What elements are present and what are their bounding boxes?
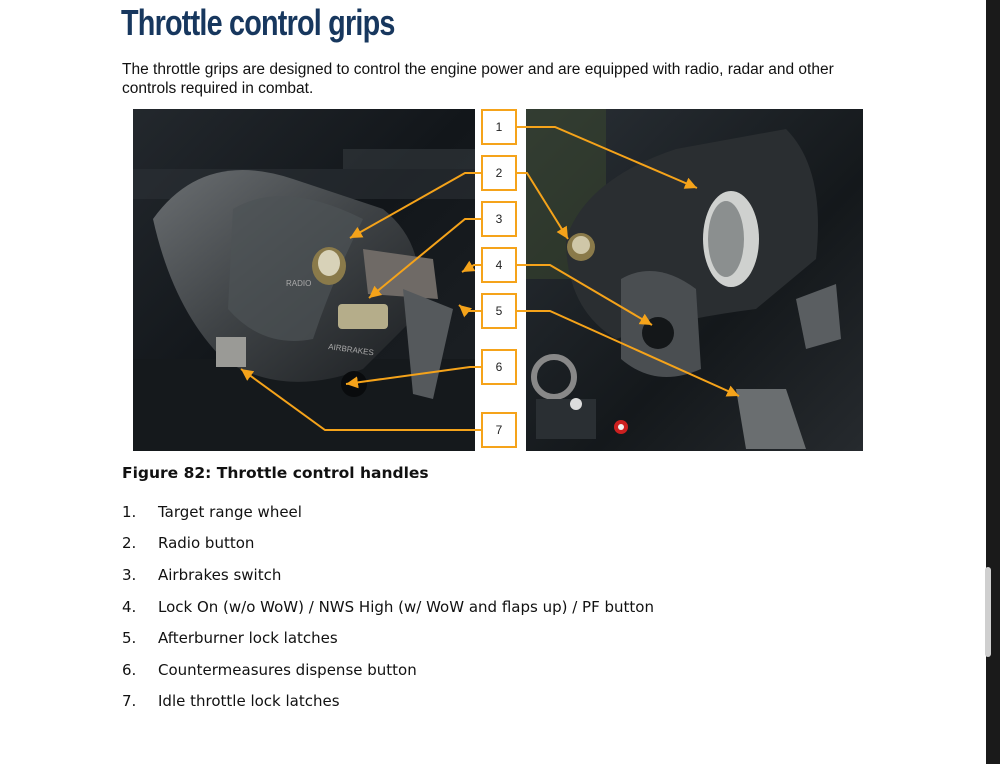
list-item-label: Afterburner lock latches bbox=[158, 629, 338, 648]
callout-5: 5 bbox=[481, 293, 517, 329]
list-item-number: 1. bbox=[122, 502, 137, 521]
list-item bbox=[122, 654, 654, 686]
figure-caption: Figure 82: Throttle control handles bbox=[122, 464, 429, 482]
list-item-number: 2. bbox=[122, 534, 137, 553]
callout-4: 4 bbox=[481, 247, 517, 283]
list-item-number: 5. bbox=[122, 629, 137, 648]
list-item-label: Lock On (w/o WoW) / NWS High (w/ WoW and flaps up) / PF button bbox=[158, 597, 654, 616]
list-item bbox=[122, 686, 654, 718]
vertical-scrollbar-thumb[interactable] bbox=[985, 567, 991, 657]
throttle-photo-right bbox=[526, 109, 863, 451]
list-item bbox=[122, 591, 654, 623]
callout-3: 3 bbox=[481, 201, 517, 237]
list-item-number: 6. bbox=[122, 660, 137, 679]
callout-2: 2 bbox=[481, 155, 517, 191]
list-item-label: Countermeasures dispense button bbox=[158, 660, 417, 679]
callout-1: 1 bbox=[481, 109, 517, 145]
airbrakes-engraving: AIRBRAKES bbox=[327, 342, 375, 358]
list-item bbox=[122, 559, 654, 591]
list-item bbox=[122, 528, 654, 560]
page-title: Throttle control grips bbox=[121, 2, 395, 43]
component-list bbox=[122, 496, 654, 717]
list-item bbox=[122, 496, 654, 528]
list-item-number: 3. bbox=[122, 565, 137, 584]
list-item bbox=[122, 622, 654, 654]
callout-7: 7 bbox=[481, 412, 517, 448]
list-item-number: 7. bbox=[122, 692, 137, 711]
callout-6: 6 bbox=[481, 349, 517, 385]
list-item-label: Idle throttle lock latches bbox=[158, 692, 340, 711]
throttle-photo-left bbox=[133, 109, 475, 451]
list-item-number: 4. bbox=[122, 597, 137, 616]
list-item-label: Target range wheel bbox=[158, 502, 302, 521]
list-item-label: Airbrakes switch bbox=[158, 565, 282, 584]
radio-engraving: RADIO bbox=[286, 279, 312, 288]
intro-paragraph: The throttle grips are designed to control the engine power and are equipped with radio, radar and other controls required in combat. bbox=[122, 61, 834, 97]
list-item-label: Radio button bbox=[158, 534, 255, 553]
